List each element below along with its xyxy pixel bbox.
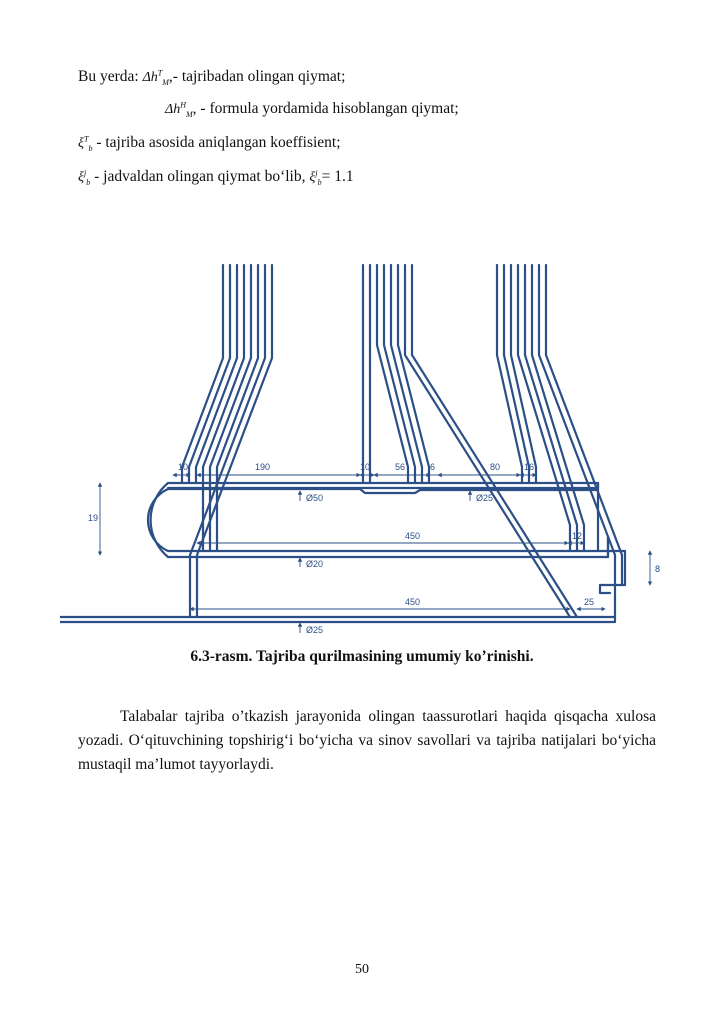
- figure-caption: 6.3-rasm. Tajriba qurilmasining umumiy ko’rinishi.: [190, 648, 534, 665]
- diameter-50: Ø50: [306, 493, 324, 503]
- legend-line-2-text: , - formula yordamida hisoblangan qiymat;: [192, 100, 459, 117]
- dim-80: 80: [490, 462, 501, 472]
- dim-12: 12: [572, 531, 583, 541]
- legend-line-3: [78, 134, 341, 153]
- dim-10-b: 10: [360, 462, 371, 472]
- bottom-pipe: [60, 585, 615, 622]
- delta-h-formula-symbol: $\Delta h^H_M$: [165, 100, 193, 119]
- legend-line-4-text: - jadvaldan olingan qiymat bo‘lib,: [90, 168, 310, 185]
- diameter-20: Ø20: [306, 559, 324, 569]
- dim-8: 8: [655, 564, 661, 574]
- coefficient-value: = 1.1: [321, 168, 354, 185]
- dim-6: 6: [430, 462, 436, 472]
- apparatus-drawing: [60, 255, 680, 645]
- dim-450-middle: 450: [405, 531, 421, 541]
- dim-190: 190: [255, 462, 271, 472]
- dim-10-a: 10: [178, 462, 189, 472]
- legend-line-2: [165, 100, 459, 119]
- xi-table-symbol: $\xi^j_b$: [78, 168, 91, 187]
- delta-h-experimental-symbol: $\Delta h^T_M$: [142, 68, 169, 87]
- body-paragraph: Talabalar tajriba o’tkazish jarayonida olingan taassurotlari haqida qisqacha xulosa yozadi. O‘qituvchining topshirig‘i bo‘yicha va sinov savollari va tajriba natijalari bo‘yicha mustaqil ma’lumot tayyorlaydi.: [78, 708, 656, 773]
- legend-line-4: [78, 168, 354, 187]
- dim-56: 56: [395, 462, 406, 472]
- middle-pipe: [168, 537, 608, 557]
- page-number: 50: [355, 962, 369, 977]
- upper-pipe-top: [168, 483, 598, 488]
- dim-16: 16: [524, 462, 535, 472]
- legend-line-3-text: - tajriba asosida aniqlangan koeffisient;: [92, 134, 341, 151]
- xi-table-symbol-2: $\xi^j_b$: [309, 168, 322, 187]
- dim-19: 19: [88, 513, 99, 523]
- xi-experimental-symbol: $\xi^T_b$: [78, 134, 93, 153]
- legend-line-1: [78, 68, 345, 87]
- dim-25: 25: [584, 597, 595, 607]
- diameter-25-upper: Ø25: [476, 493, 494, 503]
- diameter-25-lower: Ø25: [306, 625, 324, 635]
- dim-450-bottom: 450: [405, 597, 421, 607]
- legend-line-1-text: ,- tajribadan olingan qiymat;: [168, 68, 346, 85]
- legend-prefix: Bu yerda:: [78, 68, 139, 85]
- upper-pipe-bottom: [168, 489, 598, 493]
